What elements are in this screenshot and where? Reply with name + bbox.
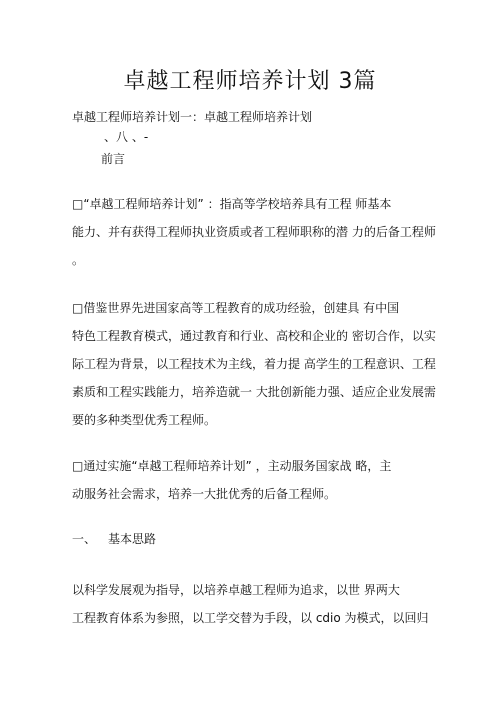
paragraph-line: 际工程为背景，以工程技术为主线，着力提 高学生的工程意识、工程 xyxy=(72,357,436,371)
paragraph xyxy=(72,294,436,434)
paragraph-line: □借鉴世界先进国家高等工程教育的成功经验，创建具 有中国 xyxy=(72,301,400,315)
section-title: 基本思路 xyxy=(108,532,157,546)
paragraph-line: 。 xyxy=(72,253,85,267)
paragraph-line: 要的多种类型优秀工程师。 xyxy=(72,413,217,427)
paragraph-line: □通过实施“卓越工程师培养计划” ，主动服务国家战 略，主 xyxy=(72,459,392,473)
document-subtitle: 卓越工程师培养计划一：卓越工程师培养计划 xyxy=(72,110,313,124)
paragraph xyxy=(72,190,436,274)
text-fragment: 、八 、- xyxy=(104,130,149,144)
preface-heading: 前言 xyxy=(101,152,126,166)
paragraph-line: 能力、并有获得工程师执业资质或者工程师职称的潜 力的后备工程师 xyxy=(72,225,436,239)
document-title: 卓越工程师培养计划 3篇 xyxy=(123,69,377,94)
paragraph-line: □“卓越工程师培养计划” ：指高等学校培养具有工程 师基本 xyxy=(72,197,392,211)
paragraph-line: 工程教育体系为参照，以工学交替为手段，以 cdio 为模式，以回归 xyxy=(72,611,429,625)
paragraph-line: 特色工程教育模式，通过教育和行业、高校和企业的 密切合作，以实 xyxy=(72,329,436,343)
paragraph-line: 动服务社会需求，培养一大批优秀的后备工程师。 xyxy=(72,487,337,501)
paragraph xyxy=(72,452,432,508)
paragraph xyxy=(72,576,432,632)
section-heading xyxy=(72,530,156,547)
section-number: 一、 xyxy=(72,532,97,546)
paragraph-line: 素质和工程实践能力，培养造就一 大批创新能力强、适应企业发展需 xyxy=(72,385,436,399)
paragraph-line: 以科学发展观为指导，以培养卓越工程师为追求，以世 界两大 xyxy=(72,583,400,597)
